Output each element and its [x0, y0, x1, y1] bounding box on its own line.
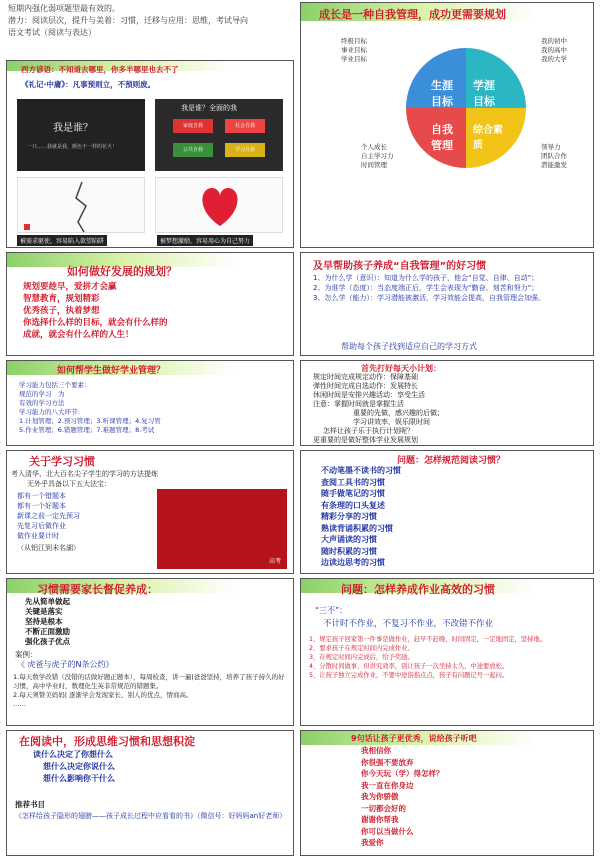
my-senior: 我的高中 — [541, 46, 567, 54]
plan-item-5: 成就，就会有什么样的人生！ — [23, 330, 134, 340]
slide-study-habits — [6, 450, 294, 574]
header-line-1: 短期内强化弱项题型最有效的。 — [8, 4, 120, 13]
s7-title: 关于学习习惯 — [29, 455, 95, 468]
s2-title: 成长是一种自我管理，成功更需要规划 — [319, 8, 506, 21]
goal-career: 事业目标 — [341, 46, 367, 54]
reading-2: 查阅工具书的习惯 — [321, 477, 385, 487]
academic-list — [19, 381, 161, 435]
plan-item-4: 你选择什么样的目标，就会有什么样的 — [23, 318, 168, 328]
teamwork: 团队合作 — [541, 152, 567, 160]
slide-plan — [6, 252, 294, 356]
academic-l2: 规范的学习 为 — [19, 390, 65, 398]
box-social-self: 社会自我 — [225, 119, 265, 133]
potential: 潜能激发 — [541, 161, 567, 169]
hw-rule-4: 4、分散时间做事，但讲究效率，别让孩子一次坐持太久，中途要放松。 — [309, 663, 509, 670]
reading-4: 有条理的口头复述 — [321, 500, 385, 510]
goal-study: 学业目标 — [341, 55, 367, 63]
academic-l4: 学习能力的八大环节： — [19, 408, 84, 416]
supervise-3: 坚持是根本 — [25, 617, 63, 626]
reading-3: 随手做笔记的习惯 — [321, 489, 385, 498]
s4-title: 及早帮助孩子养成“自我管理”的好习惯 — [313, 261, 487, 272]
s5-title: 如何帮学生做好学业管理？ — [57, 366, 166, 376]
thinking-lines — [33, 749, 115, 785]
secret-5: 做作业要计时 — [17, 532, 59, 540]
left-top-list — [341, 37, 397, 64]
self-grid-photo — [155, 99, 283, 171]
habit-p1: 1、为什么学（意识）：知道为什么学的孩子，他会“自觉、自律、自动”； — [313, 274, 539, 282]
book-mark: 高考 — [268, 558, 281, 565]
supervise-1: 先从简单做起 — [25, 597, 70, 606]
leadership: 领导力 — [541, 143, 561, 151]
case-note-3: …… — [13, 700, 26, 708]
heart-icon — [156, 178, 284, 234]
sentence-9: 我爱你 — [361, 838, 384, 847]
sentence-5: 我为你骄傲 — [361, 792, 399, 801]
crack-icon — [18, 178, 146, 234]
case-notes — [13, 673, 289, 709]
right-top-list — [541, 37, 591, 64]
reading-list — [321, 465, 401, 569]
q-career: 生涯目标 — [431, 79, 453, 108]
s7-intro2: 无外乎具备以下五大法宝： — [27, 480, 111, 488]
q-self-manage: 自我管理 — [431, 123, 453, 152]
case-label: 案例： — [15, 650, 38, 659]
q-quality: 综合素质 — [473, 125, 503, 151]
slide-reading-habits — [300, 450, 594, 574]
hw-rule-2: 2、要求孩子在规定时间内完成作业。 — [309, 645, 414, 652]
habit-footer: 帮助每个孩子找到适应自己的学习方式 — [341, 342, 477, 351]
supervise-5: 强化孩子优点 — [25, 637, 70, 646]
sentence-7: 谢谢你帮我 — [361, 815, 399, 824]
daily-l3: 休闲时间是安排兴趣活动：享受生活 — [313, 391, 425, 399]
quote-western: 西方谚语：不知道去哪里，你多半哪里也去不了 — [21, 65, 179, 74]
personal-growth: 个人成长 — [361, 143, 387, 151]
s9-title: 习惯需要家长督促养成： — [37, 583, 158, 596]
academic-l5: 1.计划管理；2.预习管理；3.听课管理；4.复习管 — [19, 417, 161, 425]
reading-5: 精彩分享的习惯 — [321, 512, 377, 521]
supervise-4: 不断正面激励 — [25, 627, 70, 636]
sanbu-text: 不计时不作业，不复习不作业，不改错不作业 — [323, 619, 494, 629]
book-cover — [157, 489, 287, 569]
slide-goals-quotes — [6, 60, 294, 248]
daily-l1: 规定时间完成规定动作：保障基础 — [313, 373, 418, 381]
caption-dream: 被梦想激励，容易用心为自己努力 — [157, 235, 253, 246]
slide-self-habit — [300, 252, 594, 356]
rec-books-label: 推荐书目 — [15, 800, 45, 809]
heart-image — [155, 177, 283, 233]
slide-reading-thinking — [6, 730, 294, 856]
thinking-1: 读什么决定了你想什么 — [33, 750, 113, 759]
quote-liji: 《礼记·中庸》：凡事预则立，不预则废。 — [21, 80, 156, 89]
homework-rules — [309, 635, 589, 680]
s6-title: 首先打好每天小计划： — [361, 364, 441, 373]
hw-rule-1: 1、规定孩子回家第一件事是做作业，赶早不赶晚，时间固定，一定地固定，坚持地。 — [309, 636, 546, 643]
slide-parent-supervise — [6, 578, 294, 726]
secret-4: 先复习后做作业 — [17, 522, 66, 530]
daily-l6: 学习讲效率，娱乐限时间 — [353, 418, 430, 426]
header-line-2: 潜力：阅读层次，提升与美着：习惯，迁移与应用：思维，考试导向 — [8, 16, 248, 25]
reading-8: 随时积累的习惯 — [321, 546, 377, 556]
box-public-self: 公共自我 — [173, 143, 213, 157]
plan-item-3: 优秀孩子，执着梦想 — [23, 306, 100, 316]
sentence-list — [361, 745, 444, 849]
case-title: 《 虎爸与虎子的N条公约》 — [17, 660, 114, 669]
s12-title: 9句话让孩子更优秀，说给孩子听吧 — [351, 734, 477, 743]
reading-7: 大声诵读的习惯 — [321, 535, 377, 544]
right-bottom-list — [541, 143, 591, 170]
box-study-self: 学习自我 — [225, 143, 265, 157]
secret-list — [17, 491, 80, 541]
sentence-6: 一切都会好的 — [361, 803, 406, 813]
s7-source: （从铝江到未名湖） — [17, 544, 80, 552]
plan-item-2: 智慧教育，规划精彩 — [23, 294, 100, 304]
plan-item-1: 规划要趁早，爱拼才会赢 — [23, 282, 117, 292]
daily-list — [313, 373, 444, 445]
slide-nine-sentences — [300, 730, 594, 856]
who-right-title: 我是谁？全面的我 — [181, 104, 237, 112]
hw-rule-3: 3、在规定时间内完成后，给予奖励。 — [309, 654, 414, 661]
goal-ultimate: 终极目标 — [341, 37, 367, 45]
rec-book: 《怎样给孩子隐形的翅膀——孩子成长过程中应看看的书》（微信号：好妈妈an好老师） — [15, 812, 287, 820]
caption-desire: 被需求驱使，容易陷入欲望陷阱 — [17, 235, 107, 246]
sentence-8: 你可以当做什么 — [361, 826, 414, 836]
plan-list — [23, 281, 168, 341]
slide-homework — [300, 578, 594, 726]
sentence-1: 我相信你 — [361, 746, 391, 755]
box-family-self: 家庭自我 — [173, 119, 213, 133]
habit-p2: 2、为谁学（态度）：当态度端正后，学生会表现为“勤奋、刻苦和努力”； — [313, 284, 539, 292]
sentence-4: 我一直在你身边 — [361, 780, 414, 790]
s10-title: 问题：怎样养成作业高效的习惯 — [341, 583, 495, 596]
reading-1: 不动笔墨不读书的习惯 — [321, 466, 401, 475]
self-learning: 自主学习力 — [361, 152, 394, 160]
who-left-sub: 一只……我就是我，颜色不一样的花火！ — [27, 144, 118, 150]
dark-photo — [17, 99, 145, 171]
left-bottom-list — [361, 143, 431, 170]
academic-l1: 学习能力包括三个要素： — [19, 381, 91, 389]
academic-l3: 有效的学习方法 — [19, 399, 65, 407]
academic-l6: 5.作业管理；6.错题管理；7.难题管理；8.考试 — [19, 426, 155, 434]
case-note-2: 2.每天须赞美妈妈| 逐渐学会发现家长、别人的优点，情商高。 — [13, 691, 193, 699]
my-university: 我的大学 — [541, 55, 567, 63]
s11-title: 在阅读中，形成思维习惯和思想积淀 — [19, 735, 195, 748]
daily-l2: 弹性时间完成自选动作：发展特长 — [313, 382, 418, 390]
reading-9: 边读边思考的习惯 — [321, 558, 385, 567]
daily-l8: 更重要的是做好整体学业发展规划 — [313, 436, 418, 444]
thinking-2: 想什么决定你说什么 — [43, 762, 115, 771]
supervise-2: 关键是落实 — [25, 607, 63, 616]
header-line-3: 语文考试（阅读与表达） — [8, 28, 96, 37]
slide-academic — [6, 360, 294, 446]
s7-intro: 考入清华、北大百名尖子学生的学习的方法提炼 — [11, 470, 158, 478]
time-management: 时间管理 — [361, 161, 387, 169]
s3-title: 如何做好发展的规划？ — [67, 265, 177, 278]
crack-image — [17, 177, 145, 233]
daily-l7: 怎样让孩子乐于执行计划呢？ — [323, 427, 414, 435]
sentence-2: 你很强不要放弃 — [361, 757, 414, 767]
s8-title: 问题：怎样规范阅读习惯？ — [397, 456, 506, 466]
slide-self-management — [300, 2, 594, 248]
slide-daily-plan — [300, 360, 594, 446]
daily-l5: 重要的先做，感兴趣的后做； — [353, 409, 444, 417]
my-junior: 我的初中 — [541, 37, 567, 45]
habit-p3: 3、怎么学（能力）：学习潜能被激活，学习效能会提高，自我管理会加强。 — [313, 294, 545, 302]
secret-1: 都有一个错题本 — [17, 492, 66, 500]
secret-3: 新课之前一定先预习 — [17, 512, 80, 520]
hw-rule-5: 5、让孩子独立完成作业，不要中途指指点点，孩子有问题记号一起问。 — [309, 672, 509, 679]
thinking-3: 想什么影响你干什么 — [43, 774, 115, 783]
secret-2: 都有一个好题本 — [17, 502, 66, 510]
reading-6: 熟读背诵积累的习惯 — [321, 523, 393, 533]
who-left-title: 我是谁？ — [53, 123, 93, 134]
daily-l4: 注意：掌握时间就是掌握生活 — [313, 400, 404, 408]
supervise-list — [25, 597, 70, 647]
habit-text — [313, 273, 589, 303]
q-study: 学涯目标 — [473, 79, 495, 108]
sentence-3: 你今天玩（学）得怎样？ — [361, 769, 444, 778]
case-note-1: 1.每天数学改错（没错的话做好题正题本），每周检查，讲一遍|爸爸坚持，培养了孩子持久的好习惯，高中毕业时，数理化生英非常规范的错题集。 — [13, 673, 285, 690]
sanbu-label: “三不”： — [315, 606, 348, 615]
